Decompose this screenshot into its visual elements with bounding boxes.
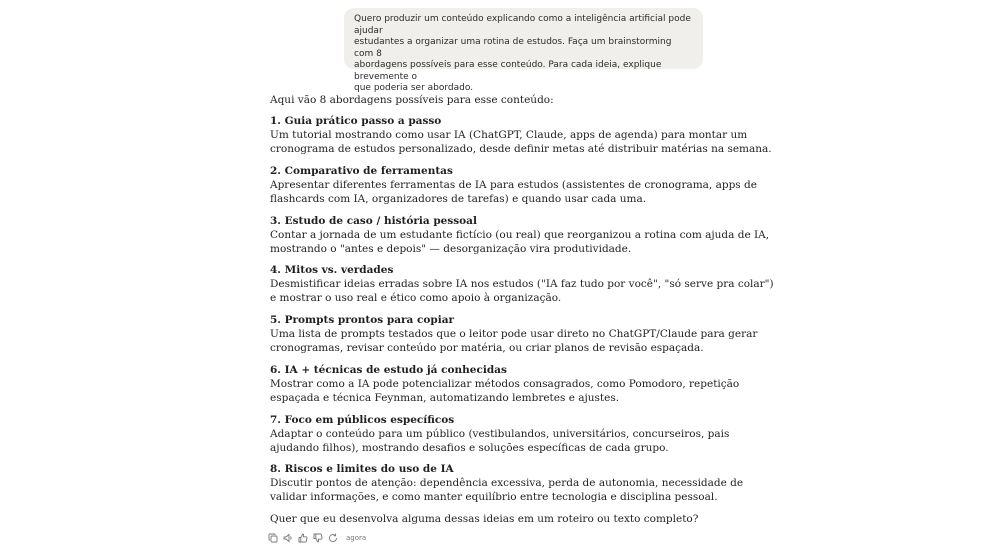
thumbs-up-icon[interactable] [298,533,308,543]
idea-item-8 [270,462,744,504]
response-intro: Aqui vão 8 abordagens possíveis para esse conteúdo: [270,94,554,106]
idea-title: 8. Riscos e limites do uso de IA [270,463,454,475]
response-closing-question: Quer que eu desenvolva alguma dessas ideias em um roteiro ou texto completo? [270,513,699,525]
idea-title: 1. Guia prático passo a passo [270,115,442,127]
idea-item-5 [270,313,758,355]
message-action-bar [268,532,366,544]
user-message-bubble [344,8,703,93]
idea-item-7 [270,413,730,455]
idea-title: 4. Mitos vs. verdades [270,264,394,276]
idea-description-line: Apresentar diferentes ferramentas de IA para estudos (assistentes de cronograma, apps de [270,179,757,191]
idea-description-line: Contar a jornada de um estudante fictício (ou real) que reorganizou a rotina com ajuda de IA, [270,229,770,241]
idea-description-line: Desmistificar ideias erradas sobre IA nos estudos ("IA faz tudo por você", "só serve pra colar") [270,278,774,290]
message-timestamp: agora [346,534,367,542]
idea-description-line: cronograma de estudos personalizado, desde definir metas até distribuir matérias na semana. [270,143,772,155]
idea-description-line: Uma lista de prompts testados que o leitor pode usar direto no ChatGPT/Claude para gerar [270,328,758,340]
idea-title: 6. IA + técnicas de estudo já conhecidas [270,364,507,376]
idea-description-line: espaçada e técnica Feynman, automatizando lembretes e ajustes. [270,392,620,404]
idea-item-4 [270,263,774,305]
idea-description-line: validar informações, e como manter equilíbrio entre tecnologia e disciplina pessoal. [270,491,718,503]
idea-item-1 [270,114,772,156]
retry-icon[interactable] [328,533,338,543]
idea-item-2 [270,164,757,206]
speaker-icon[interactable] [283,533,293,543]
idea-description-line: flashcards com IA, organizadores de tarefas) e quando usar cada uma. [270,193,647,205]
user-message-line: que poderia ser abordado. [354,83,474,93]
idea-description-line: mostrando o "antes e depois" — desorganização vira produtividade. [270,243,632,255]
idea-title: 3. Estudo de caso / história pessoal [270,215,477,227]
idea-description-line: Discutir pontos de atenção: dependência excessiva, perda de autonomia, necessidade de [270,477,744,489]
idea-description-line: cronogramas, revisar conteúdo por matéria, ou criar planos de revisão espaçada. [270,342,704,354]
user-message-line: Quero produzir um conteúdo explicando como a inteligência artificial pode ajudar [354,14,691,36]
idea-item-3 [270,214,770,256]
idea-title: 7. Foco em públicos específicos [270,414,455,426]
idea-description-line: ajudando filhos), mostrando desafios e soluções específicas de cada grupo. [270,442,669,454]
idea-description-line: Um tutorial mostrando como usar IA (ChatGPT, Claude, apps de agenda) para montar um [270,129,748,141]
idea-title: 2. Comparativo de ferramentas [270,165,453,177]
user-message-line: estudantes a organizar uma rotina de estudos. Faça um brainstorming com 8 [354,37,672,59]
idea-description-line: Mostrar como a IA pode potencializar métodos consagrados, como Pomodoro, repetição [270,378,740,390]
idea-description-line: Adaptar o conteúdo para um público (vestibulandos, universitários, concurseiros, pais [270,428,730,440]
thumbs-down-icon[interactable] [313,533,323,543]
idea-item-6 [270,363,740,405]
idea-title: 5. Prompts prontos para copiar [270,314,455,326]
user-message-line: abordagens possíveis para esse conteúdo. Para cada ideia, explique brevemente o [354,60,662,82]
idea-description-line: e mostrar o uso real e ético como apoio à organização. [270,292,562,304]
copy-icon[interactable] [268,533,278,543]
